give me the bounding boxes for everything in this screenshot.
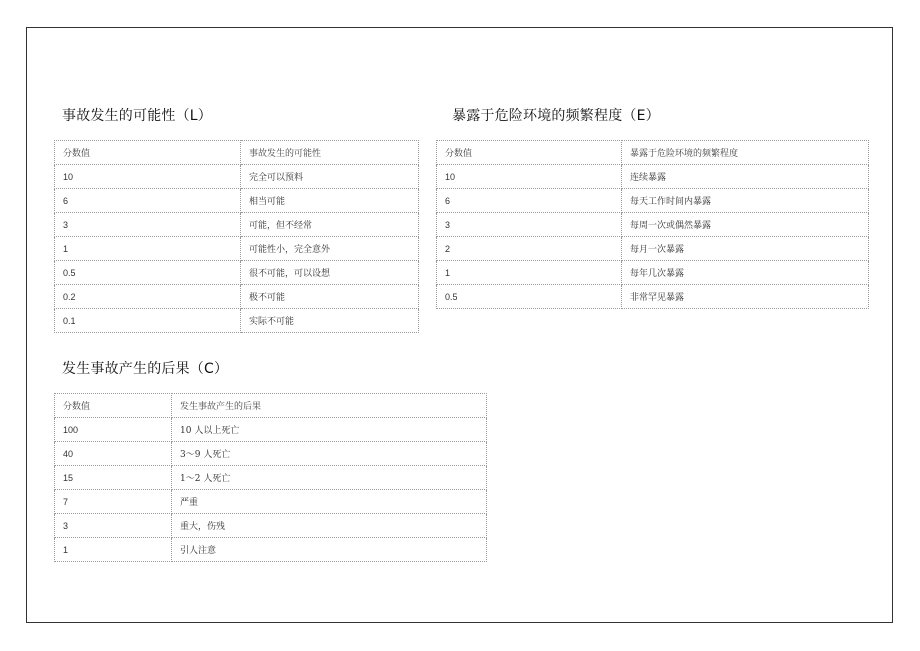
description-cell: 每周一次或偶然暴露 [622, 213, 869, 237]
table-row [55, 490, 487, 514]
score-cell: 3 [437, 213, 622, 237]
table-row [55, 514, 487, 538]
likelihood-header-row [55, 141, 419, 165]
description-cell: 10 人以上死亡 [172, 418, 487, 442]
table-row [437, 261, 869, 285]
table-row [55, 189, 419, 213]
score-cell: 15 [55, 466, 172, 490]
description-cell: 完全可以预料 [241, 165, 419, 189]
score-cell: 2 [437, 237, 622, 261]
consequence-title: 发生事故产生的后果（C） [62, 361, 229, 377]
table-row [55, 309, 419, 333]
score-cell: 0.2 [55, 285, 241, 309]
score-cell: 1 [437, 261, 622, 285]
table-row [55, 285, 419, 309]
description-cell: 可能，但不经常 [241, 213, 419, 237]
column-header-description: 事故发生的可能性 [241, 141, 419, 165]
consequence-header-row [55, 394, 487, 418]
column-header-score: 分数值 [55, 141, 241, 165]
description-cell: 引人注意 [172, 538, 487, 562]
consequence-table [54, 393, 487, 562]
column-header-score: 分数值 [55, 394, 172, 418]
exposure-table [436, 140, 869, 309]
score-cell: 1 [55, 237, 241, 261]
score-cell: 10 [437, 165, 622, 189]
score-cell: 6 [437, 189, 622, 213]
score-cell: 3 [55, 514, 172, 538]
score-cell: 6 [55, 189, 241, 213]
score-cell: 40 [55, 442, 172, 466]
description-cell: 重大，伤残 [172, 514, 487, 538]
likelihood-title: 事故发生的可能性（L） [62, 108, 212, 124]
description-cell: 每天工作时间内暴露 [622, 189, 869, 213]
table-row [55, 261, 419, 285]
description-cell: 每月一次暴露 [622, 237, 869, 261]
table-row [55, 213, 419, 237]
table-row [55, 237, 419, 261]
exposure-title: 暴露于危险环境的频繁程度（E） [452, 108, 660, 124]
table-row [437, 189, 869, 213]
score-cell: 0.1 [55, 309, 241, 333]
score-cell: 10 [55, 165, 241, 189]
table-row [437, 285, 869, 309]
score-cell: 100 [55, 418, 172, 442]
score-cell: 7 [55, 490, 172, 514]
description-cell: 3～9 人死亡 [172, 442, 487, 466]
description-cell: 实际不可能 [241, 309, 419, 333]
description-cell: 连续暴露 [622, 165, 869, 189]
likelihood-table [54, 140, 419, 333]
table-row [55, 442, 487, 466]
description-cell: 极不可能 [241, 285, 419, 309]
description-cell: 可能性小，完全意外 [241, 237, 419, 261]
score-cell: 0.5 [55, 261, 241, 285]
description-cell: 1～2 人死亡 [172, 466, 487, 490]
table-row [55, 466, 487, 490]
score-cell: 1 [55, 538, 172, 562]
table-row [55, 418, 487, 442]
table-row [437, 213, 869, 237]
score-cell: 3 [55, 213, 241, 237]
table-row [437, 237, 869, 261]
table-row [437, 165, 869, 189]
exposure-header-row [437, 141, 869, 165]
score-cell: 0.5 [437, 285, 622, 309]
table-row [55, 538, 487, 562]
description-cell: 严重 [172, 490, 487, 514]
description-cell: 非常罕见暴露 [622, 285, 869, 309]
description-cell: 每年几次暴露 [622, 261, 869, 285]
description-cell: 很不可能，可以设想 [241, 261, 419, 285]
column-header-description: 暴露于危险环境的频繁程度 [622, 141, 869, 165]
column-header-description: 发生事故产生的后果 [172, 394, 487, 418]
description-cell: 相当可能 [241, 189, 419, 213]
column-header-score: 分数值 [437, 141, 622, 165]
table-row [55, 165, 419, 189]
